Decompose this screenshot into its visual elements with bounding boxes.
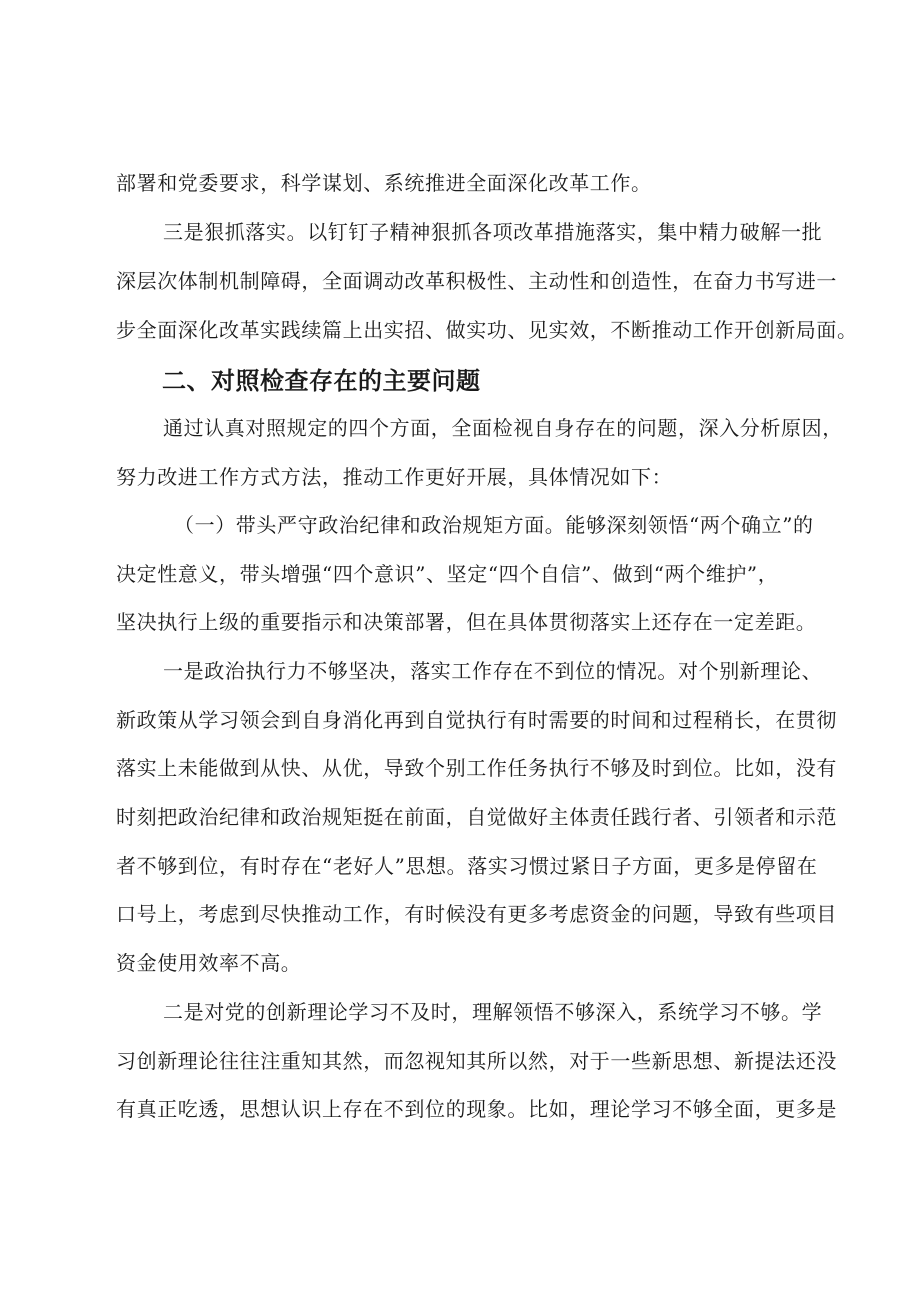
- paragraph-line: 有真正吃透，思想认识上存在不到位的现象。比如，理论学习不够全面，更多是: [116, 1097, 837, 1121]
- paragraph-line: 资金使用效率不高。: [116, 951, 302, 975]
- paragraph-line: （一）带头严守政治纪律和政治规矩方面。能够深刻领悟“两个确立”的: [174, 513, 814, 537]
- paragraph-line: 二是对党的创新理论学习不及时，理解领悟不够深入，系统学习不够。学: [163, 1000, 823, 1024]
- paragraph-line: 部署和党委要求，科学谋划、系统推进全面深化改革工作。: [116, 171, 652, 195]
- paragraph-line: 步全面深化改革实践续篇上出实招、做实功、见实效，不断推动工作开创新局面。: [116, 318, 858, 342]
- paragraph-line: 一是政治执行力不够坚决，落实工作存在不到位的情况。对个别新理论、: [163, 659, 823, 683]
- paragraph-line: 坚决执行上级的重要指示和决策部署，但在具体贯彻落实上还存在一定差距。: [116, 610, 817, 634]
- paragraph-line: 深层次体制机制障碍，全面调动改革积极性、主动性和创造性，在奋力书写进一: [116, 269, 837, 293]
- paragraph-line: 时刻把政治纪律和政治规矩挺在前面，自觉做好主体责任践行者、引领者和示范: [116, 805, 837, 829]
- paragraph-line: 三是狠抓落实。以钉钉子精神狠抓各项改革措施落实，集中精力破解一批: [163, 220, 823, 244]
- section-heading: 二、对照检查存在的主要问题: [162, 367, 481, 395]
- paragraph-line: 决定性意义，带头增强“四个意识”、坚定“四个自信”、做到“两个维护”，: [116, 562, 779, 586]
- paragraph-line: 通过认真对照规定的四个方面，全面检视自身存在的问题，深入分析原因，: [163, 416, 843, 440]
- paragraph-line: 者不够到位，有时存在“老好人”思想。落实习惯过紧日子方面，更多是停留在: [116, 854, 818, 878]
- paragraph-line: 习创新理论往往注重知其然，而忽视知其所以然，对于一些新思想、新提法还没: [116, 1049, 837, 1073]
- paragraph-line: 努力改进工作方式方法，推动工作更好开展，具体情况如下：: [116, 465, 673, 489]
- paragraph-line: 落实上未能做到从快、从优，导致个别工作任务执行不够及时到位。比如，没有: [116, 756, 837, 780]
- paragraph-line: 口号上，考虑到尽快推动工作，有时候没有更多考虑资金的问题，导致有些项目: [116, 902, 837, 926]
- paragraph-line: 新政策从学习领会到自身消化再到自觉执行有时需要的时间和过程稍长，在贯彻: [116, 708, 837, 732]
